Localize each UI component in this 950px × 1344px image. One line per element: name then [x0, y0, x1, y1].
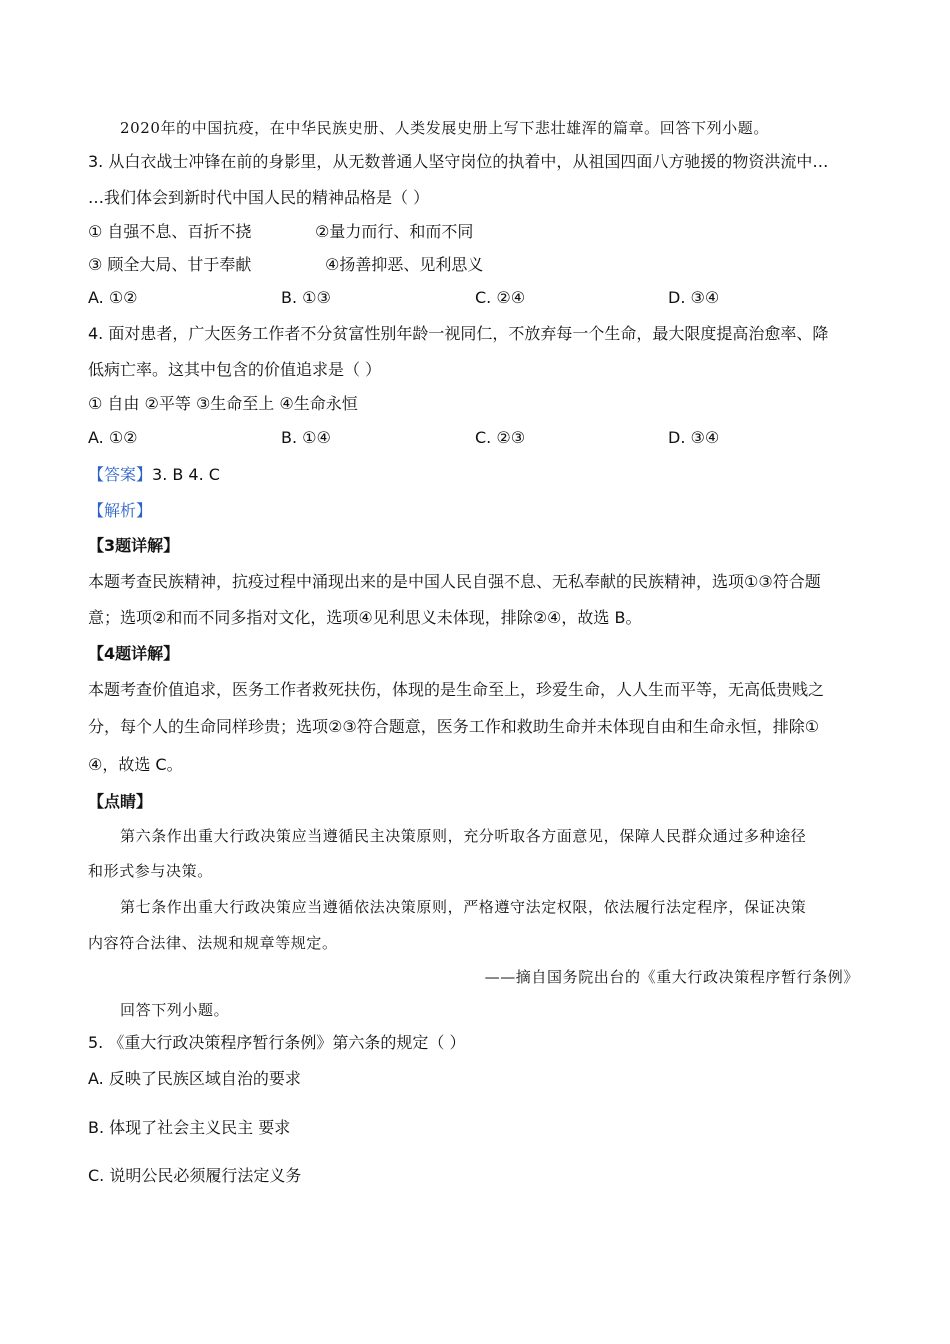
answer-line: [88, 464, 220, 486]
detail4-heading: 【4题详解】: [88, 644, 180, 663]
q5-option-c: C. 说明公民必须履行法定义务: [88, 1166, 302, 1185]
q3-item-1: ① 自强不息、百折不挠: [88, 222, 252, 241]
q3-stem-line1: 3. 从白衣战士冲锋在前的身影里，从无数普通人坚守岗位的执着中，从祖国四面八方驰援的物资洪流中…: [88, 152, 829, 171]
detail4-line3: ④，故选 C。: [88, 755, 183, 774]
q3-option-b: B. ①③: [281, 288, 331, 307]
material-source: ——摘自国务院出台的《重大行政决策程序暂行条例》: [484, 968, 859, 986]
q5-stem: 5. 《重大行政决策程序暂行条例》第六条的规定（ ）: [88, 1033, 466, 1052]
material-p1-line1: 第六条作出重大行政决策应当遵循民主决策原则，充分听取各方面意见，保障人民群众通过多种途径: [120, 827, 807, 845]
detail4-line2: 分，每个人的生命同样珍贵；选项②③符合题意，医务工作和救助生命并未体现自由和生命永恒，排除①: [88, 717, 820, 736]
q3-option-c: C. ②④: [475, 288, 526, 307]
material-prompt: 回答下列小题。: [120, 1001, 230, 1019]
q4-stem-line2: 低病亡率。这其中包含的价值追求是（ ）: [88, 360, 382, 379]
q3-stem-line2: …我们体会到新时代中国人民的精神品格是（ ）: [88, 188, 430, 207]
q4-option-b: B. ①④: [281, 428, 331, 447]
q4-option-d: D. ③④: [668, 428, 720, 447]
q4-items: ① 自由 ②平等 ③生命至上 ④生命永恒: [88, 394, 358, 413]
detail3-line1: 本题考查民族精神，抗疫过程中涌现出来的是中国人民自强不息、无私奉献的民族精神，选项①③符合题: [88, 572, 821, 591]
detail4-line1: 本题考查价值追求，医务工作者救死扶伤，体现的是生命至上，珍爱生命，人人生而平等，无高低贵贱之: [88, 680, 825, 699]
q3-item-4: ④扬善抑恶、见利思义: [325, 255, 484, 274]
material-p2-line2: 内容符合法律、法规和规章等规定。: [88, 934, 338, 952]
q3-option-d: D. ③④: [668, 288, 720, 307]
q4-option-c: C. ②③: [475, 428, 526, 447]
q5-option-a: A. 反映了民族区域自治的要求: [88, 1069, 301, 1088]
material-p1-line2: 和形式参与决策。: [88, 862, 213, 880]
q4-option-a: A. ①②: [88, 428, 138, 447]
q3-item-2: ②量力而行、和而不同: [315, 222, 474, 241]
q5-option-b: B. 体现了社会主义民主 要求: [88, 1118, 291, 1137]
material-p2-line1: 第七条作出重大行政决策应当遵循依法决策原则，严格遵守法定权限，依法履行法定程序，保证决策: [120, 898, 807, 916]
q3-option-a: A. ①②: [88, 288, 138, 307]
analysis-label: 【解析】: [88, 501, 153, 520]
answer-text: 3. B 4. C: [152, 465, 220, 484]
intro-text: 2020年的中国抗疫，在中华民族史册、人类发展史册上写下悲壮雄浑的篇章。回答下列小题。: [120, 119, 769, 137]
detail3-line2: 意；选项②和而不同多指对文化，选项④见利思义未体现，排除②④，故选 B。: [88, 608, 642, 627]
point-heading: 【点睛】: [88, 792, 153, 811]
q3-item-3: ③ 顾全大局、甘于奉献: [88, 255, 252, 274]
answer-label: 【答案】: [88, 465, 153, 484]
detail3-heading: 【3题详解】: [88, 536, 180, 555]
q4-stem-line1: 4. 面对患者，广大医务工作者不分贫富性别年龄一视同仁，不放弃每一个生命，最大限度提高治愈率、降: [88, 324, 829, 343]
